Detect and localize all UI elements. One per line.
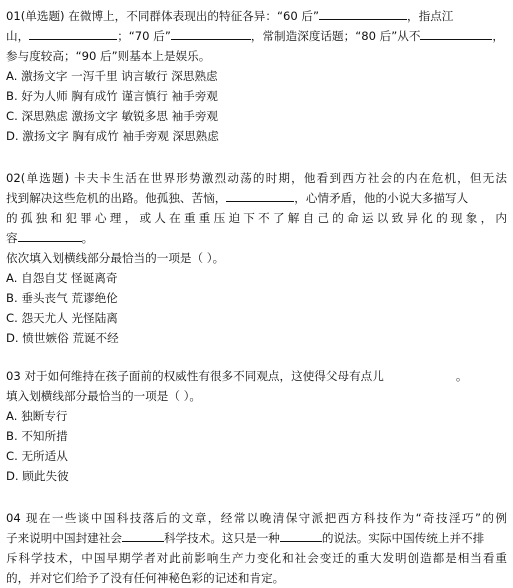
question-2-option-b[interactable]: B. 垂头丧气 荒谬绝伦: [6, 291, 118, 305]
question-1-stem-line-1: 01(单选题) 在微博上，不同群体表现出的特征各异：“60 后” ，指点江: [6, 6, 507, 26]
fill-blank: [29, 26, 117, 40]
fill-blank: [319, 6, 407, 20]
question-3-option-b[interactable]: B. 不知所措: [6, 429, 68, 443]
question-2: [6, 168, 507, 348]
question-3: [6, 366, 507, 486]
question-4-stem-line-3: 斥科学技术，中国早期学者对此前影响生产力变化和社会变迁的重大发明创造都是相当看重: [6, 551, 507, 565]
fill-blank: [420, 26, 492, 40]
spacer: [6, 146, 507, 168]
question-4: [6, 508, 507, 588]
question-3-option-d[interactable]: D. 顾此失彼: [6, 469, 69, 483]
question-1-stem-line-2: 山， ；“70 后” ，常制造深度话题；“80 后”从不 ，: [6, 26, 507, 46]
question-2-stem-line-3: 的孤独和犯罪心理，或人在重重压迫下不了解自己的命运以致异化的现象，内: [6, 211, 507, 225]
question-4-stem-line-4: 的，并对它们给予了没有任何神秘色彩的记述和肯定。: [6, 571, 285, 585]
question-1-number: 01(单选题): [6, 9, 65, 23]
spacer: [6, 486, 507, 508]
question-3-stem-line-1: 03 对于如何维持在孩子面前的权威性有很多不同观点，这使得父母有点儿 。: [6, 369, 468, 383]
question-2-stem-line-1: 02(单选题) 卡夫卡生活在世界形势激烈动荡的时期，他看到西方社会的内在危机，但无法: [6, 171, 507, 185]
question-1-option-a[interactable]: A. 激扬文字 一泻千里 讷言敏行 深思熟虑: [6, 69, 218, 83]
fill-blank: [122, 528, 164, 542]
question-1-stem-line-3: 参与度较高；“90 后”则基本上是娱乐。: [6, 49, 211, 63]
question-2-prompt: 依次填入划横线部分最恰当的一项是（ ）。: [6, 251, 225, 265]
fill-blank: [226, 188, 294, 202]
fill-blank: [280, 528, 322, 542]
question-3-prompt: 填入划横线部分最恰当的一项是（ ）。: [6, 389, 201, 403]
question-4-stem-line-2: 子来说明中国封建社会 科学技术。这只是一种 的说法。实际中国传统上并不排: [6, 528, 507, 548]
question-2-option-d[interactable]: D. 愤世嫉俗 荒诞不经: [6, 331, 119, 345]
question-3-option-c[interactable]: C. 无所适从: [6, 449, 68, 463]
question-2-stem-line-4: 容 。: [6, 228, 507, 248]
question-3-option-a[interactable]: A. 独断专行: [6, 409, 68, 423]
question-1-option-c[interactable]: C. 深思熟虑 激扬文字 敏锐多思 袖手旁观: [6, 109, 219, 123]
question-2-option-c[interactable]: C. 怨天尤人 光怪陆离: [6, 311, 118, 325]
spacer: [6, 348, 507, 366]
question-2-number: 02(单选题): [6, 171, 70, 185]
question-2-stem-line-2: 找到解决这些危机的出路。他孤独、苦恼， ，心情矛盾，他的小说大多描写人: [6, 188, 507, 208]
question-1-option-d[interactable]: D. 激扬文字 胸有成竹 袖手旁观 深思熟虑: [6, 129, 219, 143]
question-1-option-b[interactable]: B. 好为人师 胸有成竹 谨言慎行 袖手旁观: [6, 89, 218, 103]
fill-blank: [18, 228, 82, 242]
question-2-option-a[interactable]: A. 自怨自艾 怪诞离奇: [6, 271, 118, 285]
question-4-stem-line-1: 04 现在一些谈中国科技落后的文章，经常以晚清保守派把西方科技作为“奇技淫巧”的例: [6, 511, 507, 525]
question-1: [6, 6, 507, 146]
fill-blank: [171, 26, 251, 40]
